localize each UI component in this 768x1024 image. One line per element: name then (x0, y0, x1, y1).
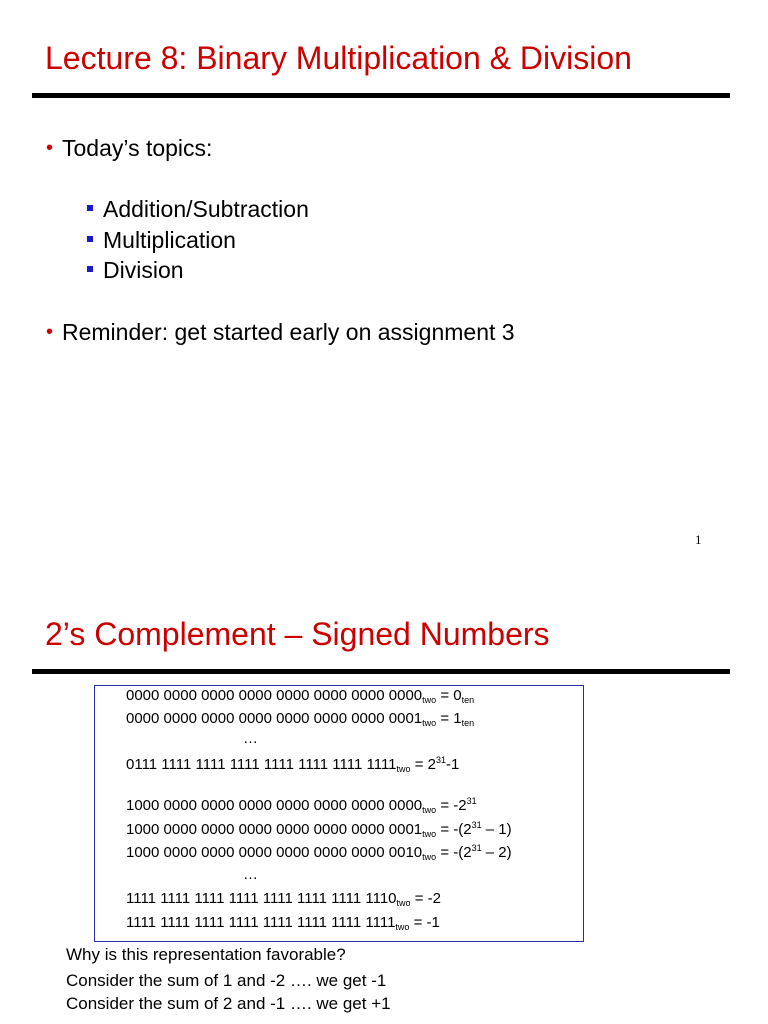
sub-item (87, 227, 236, 254)
binary-row (126, 796, 477, 815)
equals-value: = 0 (436, 687, 462, 704)
title-rule (32, 93, 730, 98)
square-bullet-icon (87, 205, 93, 211)
exponent: 31 (466, 796, 477, 806)
binary-digits: 1000 0000 0000 0000 0000 0000 0000 0001 (126, 821, 423, 838)
bullet-icon: • (46, 137, 54, 159)
sub-item-text: Multiplication (103, 227, 236, 253)
base-subscript: two (396, 764, 411, 774)
ellipsis: … (243, 730, 258, 747)
binary-row (126, 914, 440, 932)
sub-item (87, 257, 184, 284)
equals-value: = -2 (436, 797, 467, 814)
base-subscript: two (395, 922, 410, 932)
base-subscript: ten (461, 695, 475, 705)
binary-row (126, 755, 459, 774)
exponent: 31 (471, 820, 482, 830)
binary-digits: 1111 1111 1111 1111 1111 1111 1111 1110 (126, 890, 397, 907)
exponent: 31 (471, 843, 482, 853)
note-line: Consider the sum of 1 and -2 …. we get -1 (66, 971, 387, 990)
equals-value: = -2 (410, 890, 441, 907)
bullet-text: Reminder: get started early on assignment 3 (62, 319, 515, 345)
note-line: Consider the sum of 2 and -1 …. we get +1 (66, 994, 391, 1013)
bullet-item (46, 319, 515, 346)
slide-title: Lecture 8: Binary Multiplication & Division (45, 40, 632, 76)
note-line: Why is this representation favorable? (66, 945, 346, 964)
equals-value: = -1 (409, 914, 440, 931)
square-bullet-icon (87, 266, 93, 272)
page-number: 1 (695, 532, 702, 547)
sub-item (87, 196, 309, 223)
bullet-text: Today’s topics: (62, 135, 213, 161)
sub-item-text: Addition/Subtraction (103, 196, 309, 222)
binary-digits: 1000 0000 0000 0000 0000 0000 0000 0010 (126, 844, 423, 861)
base-subscript: two (422, 695, 437, 705)
exponent: 31 (435, 755, 446, 765)
base-subscript: two (422, 718, 437, 728)
binary-digits: 0000 0000 0000 0000 0000 0000 0000 0001 (126, 710, 423, 727)
binary-row (126, 890, 441, 908)
equals-extra: -1 (446, 756, 460, 773)
square-bullet-icon (87, 236, 93, 242)
binary-digits: 1000 0000 0000 0000 0000 0000 0000 0000 (126, 797, 423, 814)
base-subscript: two (396, 898, 411, 908)
binary-digits: 0000 0000 0000 0000 0000 0000 0000 0000 (126, 687, 423, 704)
equals-extra: – 1) (481, 821, 512, 838)
base-subscript: ten (461, 718, 475, 728)
binary-row (126, 710, 474, 728)
ellipsis: … (243, 866, 258, 883)
equals-value: = -(2 (436, 844, 472, 861)
equals-extra: – 2) (481, 844, 512, 861)
equals-value: = 2 (410, 756, 436, 773)
equals-value: = -(2 (436, 821, 472, 838)
base-subscript: two (422, 829, 437, 839)
base-subscript: two (422, 805, 437, 815)
base-subscript: two (422, 852, 437, 862)
bullet-item (46, 135, 212, 162)
binary-row (126, 843, 512, 862)
bullet-icon: • (46, 321, 54, 343)
binary-row (126, 820, 512, 839)
slide-title: 2’s Complement – Signed Numbers (45, 616, 550, 652)
title-rule (32, 669, 730, 674)
binary-table-box (94, 685, 584, 942)
equals-value: = 1 (436, 710, 462, 727)
binary-row (126, 687, 474, 705)
binary-digits: 0111 1111 1111 1111 1111 1111 1111 1111 (126, 756, 397, 773)
binary-digits: 1111 1111 1111 1111 1111 1111 1111 1111 (126, 914, 396, 931)
slide-2 (0, 580, 768, 1024)
sub-item-text: Division (103, 257, 184, 283)
